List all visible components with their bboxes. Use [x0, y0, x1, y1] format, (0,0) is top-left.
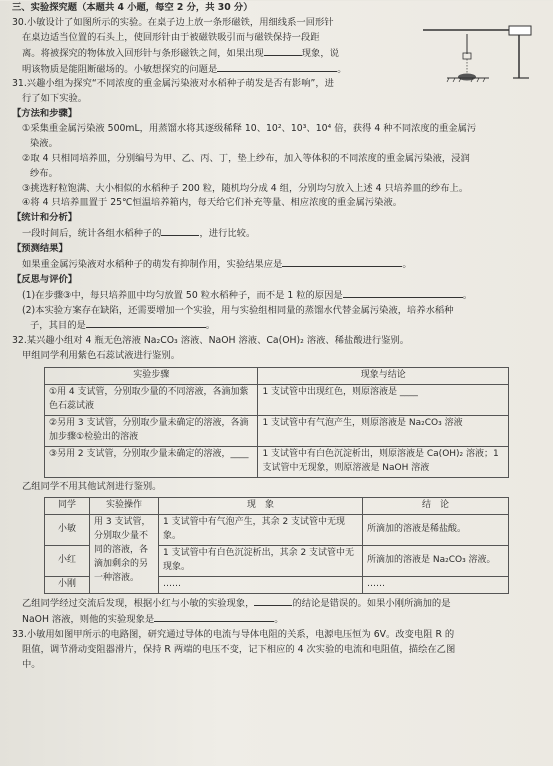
q31-reflect-2a: (2)本实验方案存在缺陷，还需要增加一个实验，用与实验组相同量的蒸馏水代替金属污染液，培养水稻种 [22, 304, 454, 316]
q32-group-b: 乙组同学不用其他试剂进行鉴别。 [22, 480, 162, 492]
table-row [45, 515, 509, 546]
q31-predict-heading: 【预测结果】 [12, 243, 68, 254]
q30-line-2: 在桌边适当位置的石头上，使回形针由于被磁铁吸引而与磁铁保持一段距 [22, 31, 320, 43]
t2-conclusion-1: 所滴加的溶液是稀盐酸。 [363, 515, 509, 546]
question-31 [12, 77, 543, 334]
t2-student-3: 小刚 [45, 577, 90, 594]
t1-header-steps: 实验步骤 [45, 368, 258, 385]
q31-step-2b: 纱布。 [30, 167, 58, 179]
q30-line-4: 明该物质是能阻断磁场的。小敏想探究的问题是 。 [22, 63, 347, 75]
t2-student-2: 小红 [45, 546, 90, 577]
t1-result-1: 1 支试管中出现红色，则原溶液是 ____ [258, 384, 509, 415]
q31-blank-reflect-2[interactable] [86, 318, 206, 328]
t2-header-conclusion: 结 论 [363, 498, 509, 515]
q32-table-group-a [44, 367, 509, 478]
t2-header-student: 同学 [45, 498, 90, 515]
q31-intro-1: 31.兴趣小组为探究“不同浓度的重金属污染液对水稻种子萌发是否有影响”，进 [12, 78, 334, 90]
q31-reflect-heading: 【反思与评价】 [12, 273, 78, 285]
section-title: 三、实验探究题（本题共 4 小题，每空 2 分，共 30 分） [12, 2, 253, 13]
t1-result-3: 1 支试管中有白色沉淀析出，则原溶液是 Ca(OH)₂ 溶液；1 支试管中无现象，则原溶液是 NaOH 溶液 [258, 446, 509, 477]
t2-operation: 用 3 支试管，分别取少量不同的溶液，各滴加剩余的另一种溶液。 [90, 515, 159, 594]
q30-line-3: 离。将被探究的物体放入回形针与条形磁铁之间，如果出现 现象，说 [22, 47, 339, 59]
q32-blank-phenomenon[interactable] [154, 612, 274, 622]
question-33 [12, 628, 543, 673]
q32-blank-wrong[interactable] [254, 596, 292, 606]
t2-phenomenon-2: 1 支试管中有白色沉淀析出，其余 2 支试管中无现象。 [159, 546, 363, 577]
q30-blank-2[interactable] [217, 62, 337, 72]
q32-intro: 32.某兴趣小组对 4 瓶无色溶液 Na₂CO₃ 溶液、NaOH 溶液、Ca(OH)₂ 溶液、稀盐酸进行鉴别。 [12, 335, 410, 347]
q31-step-3: ③挑选籽粒饱满、大小相似的水稻种子 200 粒，随机均分成 4 组，分别均匀放入上述 4 只培养皿的纱布上。 [22, 182, 469, 194]
t1-result-2: 1 支试管中有气泡产生，则原溶液是 Na₂CO₃ 溶液 [258, 415, 509, 446]
table-row [45, 446, 509, 477]
t1-step-3: ③另用 2 支试管，分别取少量未确定的溶液，____ [45, 446, 258, 477]
q33-line-3: 中。 [22, 658, 41, 670]
q32-table-group-b [44, 497, 509, 594]
q31-step-2a: ②取 4 只相同培养皿，分别编号为甲、乙、丙、丁，垫上纱布，加入等体积的不同浓度的重金属污染液，浸润 [22, 152, 470, 164]
question-32 [12, 334, 543, 628]
q31-reflect-1: (1)在步骤③中，每只培养皿中均匀放置 50 粒水稻种子，而不是 1 粒的原因是 。 [22, 289, 472, 301]
q31-stats: 一段时间后，统计各组水稻种子的 ，进行比较。 [22, 228, 256, 240]
t2-phenomenon-1: 1 支试管中有气泡产生，其余 2 支试管中无现象。 [159, 515, 363, 546]
q31-intro-2: 行了如下实验。 [22, 93, 88, 105]
t2-header-phenomenon: 现 象 [159, 498, 363, 515]
t2-conclusion-3: …… [363, 577, 509, 594]
q31-blank-stats[interactable] [161, 226, 199, 236]
q30-line-1: 30.小敏设计了如图所示的实验。在桌子边上放一条形磁铁，用细线系一回形针 [12, 16, 334, 28]
q32-after-2: NaOH 溶液，则他的实验现象是 。 [22, 613, 284, 625]
t1-step-1: ①用 4 支试管，分别取少量的不同溶液，各滴加紫色石蕊试液 [45, 384, 258, 415]
t1-step-2: ②另用 3 支试管，分别取少量未确定的溶液，各滴加步骤①检验出的溶液 [45, 415, 258, 446]
q31-blank-predict[interactable] [282, 257, 402, 267]
exam-page [0, 1, 553, 766]
t2-phenomenon-3: …… [159, 577, 363, 594]
q33-line-2: 阻值，调节滑动变阻器滑片，保持 R 两端的电压不变，记下相应的 4 次实验的电流和电阻值，描绘在乙图 [22, 643, 456, 655]
question-30 [12, 16, 543, 78]
table-row [45, 415, 509, 446]
t2-conclusion-2: 所滴加的溶液是 Na₂CO₃ 溶液。 [363, 546, 509, 577]
q32-after-1: 乙组同学经过交流后发现，根据小红与小敏的实验现象， 的结论是错误的。如果小刚所滴加的是 [22, 598, 451, 610]
q32-group-a: 甲组同学利用紫色石蕊试液进行鉴别。 [22, 350, 181, 362]
q31-step-4: ④将 4 只培养皿置于 25℃恒温培养箱内，每天给它们补充等量、相应浓度的重金属污染液。 [22, 197, 403, 209]
t1-header-results: 现象与结论 [258, 368, 509, 385]
t2-student-1: 小敏 [45, 515, 90, 546]
q31-predict: 如果重金属污染液对水稻种子的萌发有抑制作用，实验结果应是 。 [22, 258, 412, 270]
t2-header-operation: 实验操作 [90, 498, 159, 515]
q33-line-1: 33.小敏用如图甲所示的电路图，研究通过导体的电流与导体电阻的关系，电源电压恒为 6V。改变电阻 R 的 [12, 628, 455, 640]
q31-stats-heading: 【统计和分析】 [12, 212, 78, 224]
table-row [45, 384, 509, 415]
magnet-paperclip-apparatus-figure [419, 20, 541, 82]
q30-blank-1[interactable] [264, 46, 302, 56]
q31-step-1a: ①采集重金属污染液 500mL，用蒸馏水将其逐级稀释 10、10²、10³、10⁴ 倍，获得 4 种不同浓度的重金属污 [22, 123, 477, 134]
q31-blank-reflect-1[interactable] [343, 288, 463, 298]
q31-step-1b: 染液。 [30, 137, 58, 149]
q31-method-heading: 【方法和步骤】 [12, 108, 78, 120]
q31-reflect-2b: 子，其目的是 。 [30, 320, 216, 332]
